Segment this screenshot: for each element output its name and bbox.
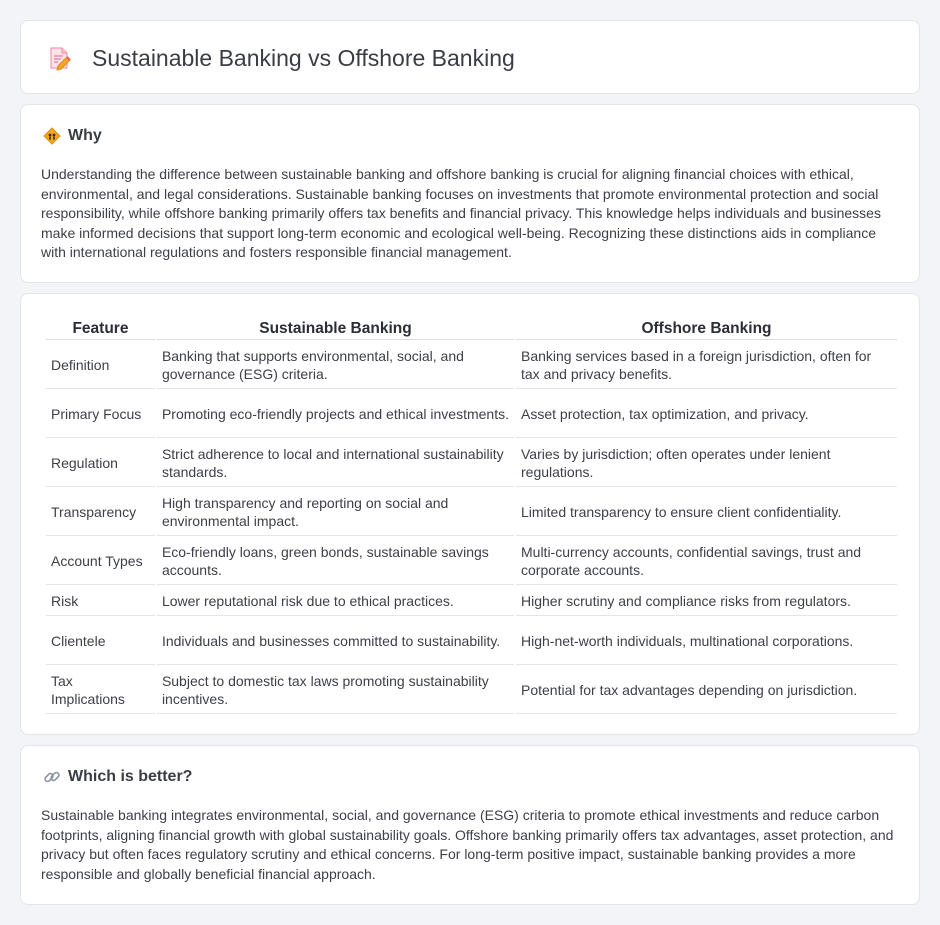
feature-cell: Transparency [46, 489, 155, 536]
table-row [46, 538, 897, 585]
header-card [20, 20, 920, 94]
comparison-section [20, 293, 920, 735]
header-sustainable: Sustainable Banking [157, 318, 514, 340]
offshore-cell: Asset protection, tax optimization, and privacy. [516, 391, 897, 438]
offshore-cell: High-net-worth individuals, multinational corporations. [516, 618, 897, 665]
why-section [20, 104, 920, 283]
feature-cell: Definition [46, 342, 155, 389]
sustainable-cell: High transparency and reporting on social and environmental impact. [157, 489, 514, 536]
diamond-sign-icon [43, 127, 61, 145]
sustainable-cell: Eco-friendly loans, green bonds, sustainable savings accounts. [157, 538, 514, 585]
feature-cell: Clientele [46, 618, 155, 665]
comparison-table [44, 316, 899, 716]
table-row [46, 391, 897, 438]
offshore-cell: Varies by jurisdiction; often operates under lenient regulations. [516, 440, 897, 487]
offshore-cell: Multi-currency accounts, confidential savings, trust and corporate accounts. [516, 538, 897, 585]
why-text: Understanding the difference between sustainable banking and offshore banking is crucial for aligning financial choices with ethical, environmental, and legal considerations. Sustainable banking focuses on investments that promote environmental protection and social responsibility, while offshore banking primarily offers tax benefits and financial privacy. This knowledge helps individuals and businesses make informed decisions that support long-term economic and ecological well-being. Recognizing these distinctions aids in compliance with international regulations and fosters responsible financial management. [41, 166, 881, 261]
offshore-cell: Limited transparency to ensure client confidentiality. [516, 489, 897, 536]
feature-cell: Risk [46, 587, 155, 616]
document-pencil-icon [45, 44, 73, 72]
table-header-row [46, 318, 897, 340]
sustainable-cell: Promoting eco-friendly projects and ethical investments. [157, 391, 514, 438]
link-icon [43, 768, 61, 786]
feature-cell: Regulation [46, 440, 155, 487]
feature-cell: Account Types [46, 538, 155, 585]
offshore-cell: Banking services based in a foreign jurisdiction, often for tax and privacy benefits. [516, 342, 897, 389]
feature-cell: Tax Implications [46, 667, 155, 714]
table-row [46, 440, 897, 487]
offshore-cell: Higher scrutiny and compliance risks from regulators. [516, 587, 897, 616]
table-row [46, 342, 897, 389]
offshore-cell: Potential for tax advantages depending on jurisdiction. [516, 667, 897, 714]
table-row [46, 587, 897, 616]
better-title: Which is better? [68, 768, 193, 785]
sustainable-cell: Strict adherence to local and international sustainability standards. [157, 440, 514, 487]
table-row [46, 618, 897, 665]
sustainable-cell: Subject to domestic tax laws promoting sustainability incentives. [157, 667, 514, 714]
feature-cell: Primary Focus [46, 391, 155, 438]
sustainable-cell: Lower reputational risk due to ethical practices. [157, 587, 514, 616]
page-title: Sustainable Banking vs Offshore Banking [92, 45, 515, 71]
table-row [46, 489, 897, 536]
sustainable-cell: Individuals and businesses committed to sustainability. [157, 618, 514, 665]
header-offshore: Offshore Banking [516, 318, 897, 340]
which-is-better-section [20, 745, 920, 905]
header-feature: Feature [46, 318, 155, 340]
better-text: Sustainable banking integrates environmental, social, and governance (ESG) criteria to promote ethical investments and reduce carbon footprints, aligning financial growth with global sustainability goals. Offshore banking primarily offers tax advantages, asset protection, and privacy but often faces regulatory scrutiny and ethical concerns. For long-term positive impact, sustainable banking provides a more responsible and globally beneficial financial approach. [41, 807, 894, 882]
why-title: Why [68, 127, 102, 144]
table-row [46, 667, 897, 714]
sustainable-cell: Banking that supports environmental, social, and governance (ESG) criteria. [157, 342, 514, 389]
